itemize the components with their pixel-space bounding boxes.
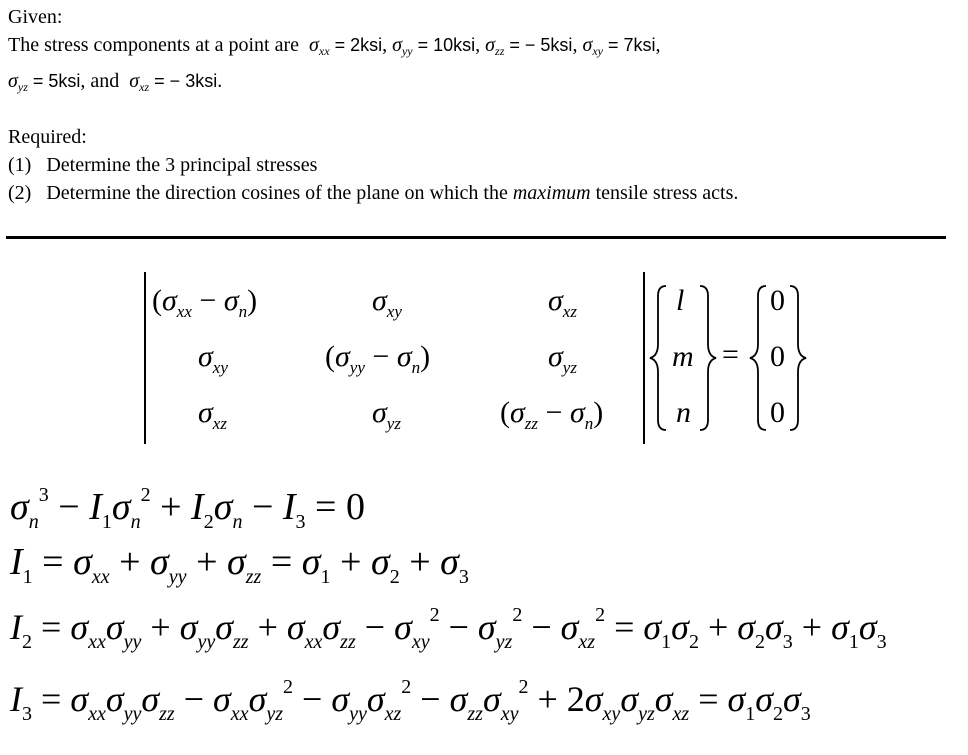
rhs-0-3: 0 [770, 396, 785, 429]
vector-m: m [672, 340, 694, 373]
comp-sub: yz [17, 80, 28, 94]
comp-sub: xx [318, 44, 330, 58]
comp-sub: zz [495, 44, 505, 58]
given-heading: Given: [8, 6, 63, 28]
matrix-equals: = [722, 338, 739, 371]
matrix-cell-32: $\sigma_{yz}$ [372, 396, 401, 433]
required-item-1 [8, 154, 317, 176]
given-line-1: The stress components at a point are $\sigma_{xx} = 2ksi$, $\sigma_{yy} = 10ksi$, $\sigma_{zz}$ = − 5ksi, $\sigma_{xy} = 7ksi$, [8, 34, 661, 58]
rhs-0-2: 0 [770, 340, 785, 373]
invariant-i1: $I_1 = \sigma_{xx} + \sigma_{yy} + \sigma_{zz} = \sigma_1 + \sigma_2 + \sigma_3$ [10, 541, 469, 588]
comp-sub: yy [401, 44, 413, 58]
matrix-right-bar [643, 272, 645, 444]
comp-value: = 10ksi [417, 35, 476, 55]
item-text: Determine the 3 principal stresses [46, 154, 318, 176]
characteristic-equation: $\sigma_n^3 - I_1\sigma_n^2 + I_2\sigma_n - I_3 = 0$ [10, 484, 365, 533]
item-text: tensile stress acts. [595, 182, 739, 204]
matrix-cell-23: $\sigma_{yz}$ [548, 340, 577, 377]
given-intro: The stress components at a point are [8, 34, 300, 56]
item-num: (2) [8, 182, 32, 204]
comp-value: = − 5ksi [509, 35, 573, 55]
comp-sub: xy [592, 44, 603, 58]
item-num: (1) [8, 154, 32, 176]
item-emphasis: maximum [512, 182, 591, 204]
comp-value: = 2ksi [334, 35, 383, 55]
vector-n: n [676, 396, 691, 429]
comp-value: = 7ksi [607, 35, 656, 55]
invariant-i2: $I_2 = \sigma_{xx}\sigma_{yy} + \sigma_{yy}\sigma_{zz} + \sigma_{xx}\sigma_{zz} - \sigma_{xy}^2 - \sigma_{yz}^2 - \sigma_{xz}^2 = \sigma_1\sigma_2 + \sigma_2\sigma_3 + \sigma_1\sigma_3$ [10, 604, 887, 653]
comp-sub: xz [139, 80, 150, 94]
matrix-cell-21: $\sigma_{xy}$ [198, 340, 228, 377]
invariant-i3: $I_3 = \sigma_{xx}\sigma_{yy}\sigma_{zz} - \sigma_{xx}\sigma_{yz}^2 - \sigma_{yy}\sigma_{xz}^2 - \sigma_{zz}\sigma_{xy}^2 + 2\sigma_{xy}\sigma_{yz}\sigma_{xz} = \sigma_1\sigma_2\sigma_3$ [10, 676, 811, 725]
comp-value: = − 3ksi [154, 71, 218, 91]
matrix-cell-13: $\sigma_{xz}$ [548, 284, 577, 321]
matrix-cell-11: $(\sigma_{xx} - \sigma_n)$ [152, 284, 258, 321]
required-item-2 [8, 182, 738, 204]
given-line-2: $\sigma_{yz} = 5ksi$, and $\sigma_{xz}$ = − 3ksi. [8, 70, 223, 94]
matrix-left-bar [144, 272, 146, 444]
vector-l: l [676, 284, 685, 317]
comp-value: = 5ksi [32, 71, 81, 91]
and-word: and [90, 70, 120, 92]
item-text: Determine the direction cosines of the plane on which the [46, 182, 508, 204]
matrix-cell-31: $\sigma_{xz}$ [198, 396, 227, 433]
matrix-cell-33: $(\sigma_{zz} - \sigma_n)$ [500, 396, 604, 433]
required-heading: Required: [8, 126, 87, 148]
divider [6, 236, 946, 239]
matrix-cell-12: $\sigma_{xy}$ [372, 284, 402, 321]
rhs-0-1: 0 [770, 284, 785, 317]
matrix-cell-22: $(\sigma_{yy} - \sigma_n)$ [325, 340, 431, 377]
